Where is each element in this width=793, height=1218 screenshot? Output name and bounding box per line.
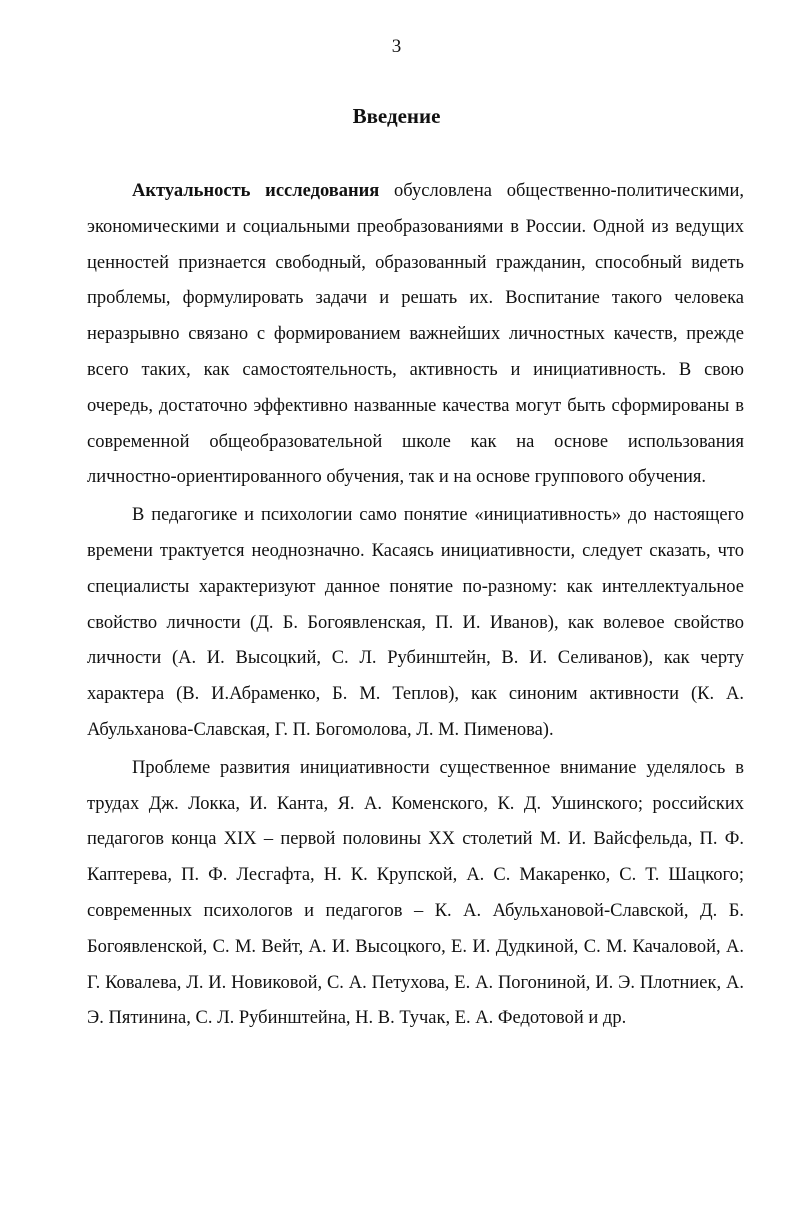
paragraph-text: Проблеме развития инициативности существенное внимание уделялось в трудах Дж. Локка, И. Канта, Я. А. Коменского, К. Д. Ушинского; российских педагогов конца XIX – первой половины XX столетий М. И. Вайсфельда, П. Ф. Каптерева, П. Ф. Лесгафта, Н. К. Крупской, А. С. Макаренко, С. Т. Шацкого; современных психологов и педагогов – К. А. Абульхановой-Славской, Д. Б. Богоявленской, С. М. Вейт, А. И. Высоцкого, Е. И. Дудкиной, С. М. Качаловой, А. Г. Ковалева, Л. И. Новиковой, С. А. Петухова, Е. А. Погониной, И. Э. Плотниек, А. Э. Пятинина, С. Л. Рубинштейна, Н. В. Тучак, Е. А. Федотовой и др. [87, 757, 744, 1029]
page-title: Введение [352, 104, 441, 128]
paragraph-text: обусловлена общественно-политическими, экономическими и социальными преобразованиями в России. Одной из ведущих ценностей признается свободный, образованный гражданин, способный видеть проблемы, формулировать задачи и решать их. Воспитание такого человека неразрывно связано с формированием важнейших личностных качеств, прежде всего таких, как самостоятельность, активность и инициативность. В свою очередь, достаточно эффективно названные качества могут быть сформированы в современной общеобразовательной школе как на основе использования личностно-ориентированного обучения, так и на основе группового обучения. [87, 181, 744, 488]
body-text [87, 174, 744, 1039]
paragraph-initiative-concept [87, 498, 744, 749]
paragraph-text: В педагогике и психологии само понятие «инициативность» до настоящего времени трактуется неоднозначно. Касаясь инициативности, следует сказать, что специалисты характеризуют данное понятие по-разному: как интеллектуальное свойство личности (Д. Б. Богоявленская, П. И. Иванов), как волевое свойство личности (А. И. Высоцкий, С. Л. Рубинштейн, В. И. Селиванов), как черту характера (В. И.Абраменко, Б. М. Теплов), как синоним активности (К. А. Абульханова-Славская, Г. П. Богомолова, Л. М. Пименова). [87, 505, 744, 740]
paragraph-relevance [87, 174, 744, 496]
paragraph-literature-review [87, 751, 744, 1037]
relevance-lead: Актуальность исследования [132, 181, 380, 201]
page-number: 3 [391, 36, 402, 57]
